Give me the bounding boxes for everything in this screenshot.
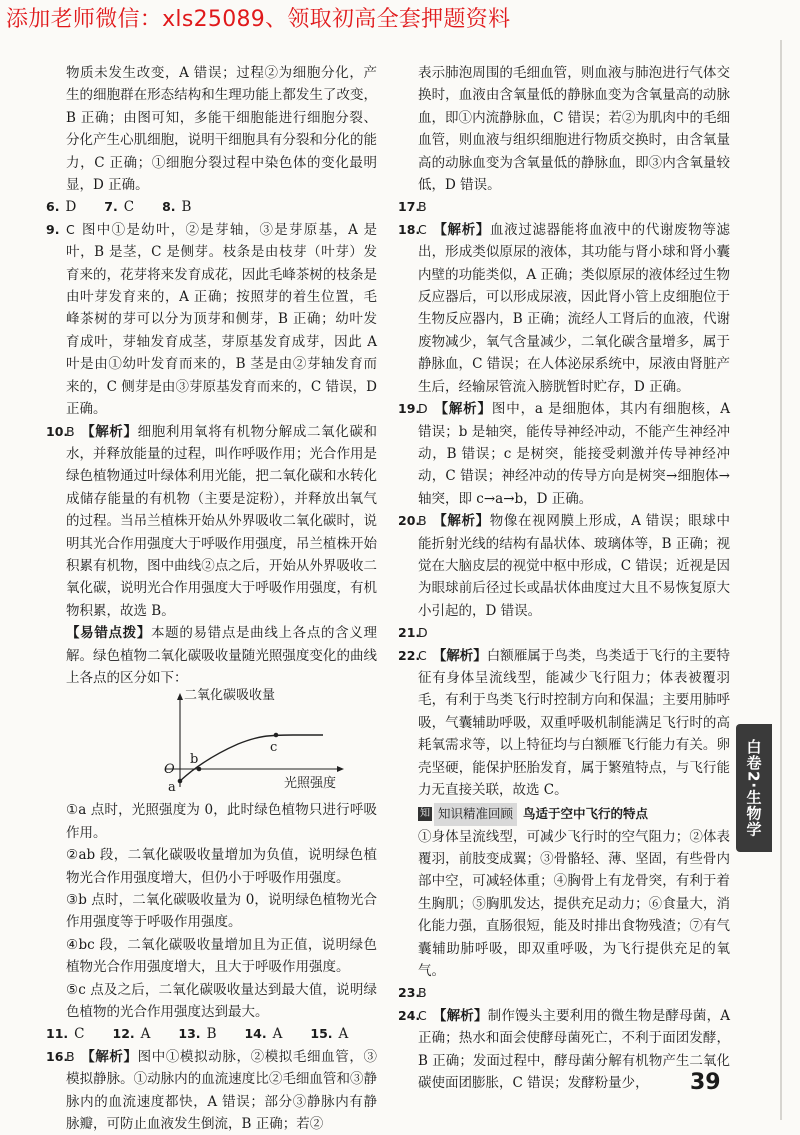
question-9 <box>46 219 377 421</box>
book-icon: 知 <box>420 808 430 820</box>
point-a-label: a <box>168 780 176 796</box>
question-number: 10. <box>46 423 69 439</box>
point-b-label: b <box>190 752 199 768</box>
knowledge-badge <box>418 803 648 825</box>
analysis-tag: 【解析】 <box>80 423 138 440</box>
explanation-text: 细胞利用氧将有机物分解成二氧化碳和水，并释放能量的过程，叫作呼吸作用；光合作用是绿色植物通过叶绿体利用光能，把二氧化碳和水转化成储存能量的有机物（主要是淀粉），并释放出氧气的过程。当吊兰植株开始从外界吸收二氧化碳时，说明其光合作用强度大于呼吸作用强度，吊兰植株开始积累有机物，图中曲线②点之后，开始从外界吸收二氧化碳，说明光合作用强度大于呼吸作用强度，有机物积累，故选 B。 <box>66 423 378 619</box>
question-17 <box>398 196 730 218</box>
explanation-text: 图中①是幼叶，②是芽轴，③是芽原基，A 是叶，B 是茎，C 是侧芽。枝条是由枝芽（叶芽）发育来的，花芽将来发育成花，因此毛峰茶树的枝条是由叶芽发育来的，A 正确；按照芽的着生位置，毛峰茶树的芽可以分为顶芽和侧芽，B 正确；幼叶发育成叶，芽轴发育成茎，芽原基发育成芽，因此 A 叶是由①幼叶发育而来的，B 茎是由②芽轴发育而来的，C 侧芽是由③芽原基发育而来的，C 错误，D 正确。 <box>66 221 377 418</box>
answer-item: 14. A <box>244 1026 283 1043</box>
continued-text: 物质未发生改变，A 错误；过程②为细胞分化，产生的细胞群在形态结构和生理功能上都发生了改变，B 正确；由图可知，多能干细胞能进行细胞分裂、分化产生心肌细胞，说明干细胞具有分裂和分化的能力，C 正确；①细胞分裂过程中染色体的变化最明显，D 正确。 <box>66 65 377 194</box>
answer-letter: C <box>418 221 427 237</box>
tip-item-4: ④bc 段，二氧化碳吸收量增加且为正值，说明绿色植物光合作用强度增大，且大于呼吸作用强度。 <box>66 936 377 976</box>
answer-letter: D <box>418 625 428 641</box>
question-24 <box>398 1005 730 1095</box>
answer-item: 8. B <box>162 199 192 216</box>
question-number: 18. <box>398 221 421 237</box>
answer-item: 6. D <box>46 199 77 216</box>
question-number: 20. <box>398 513 421 529</box>
x-axis-label: 光照强度 <box>284 776 337 792</box>
analysis-tag: 【解析】 <box>433 401 492 418</box>
error-tip-tag: 【易错点拨】 <box>66 625 151 642</box>
analysis-tag: 【解析】 <box>80 1048 138 1065</box>
explanation-text: 白额雁属于鸟类，鸟类适于飞行的主要特征有身体呈流线型，能减少飞行阻力；体表被覆羽毛，有利于鸟类飞行时控制方向和保温；主要用肺呼吸，气囊辅助呼吸，双重呼吸机制能满足飞行时的高耗氧需求等，以上特征均与白额雁飞行能力有关。卵壳坚硬，能保护胚胎发育，属于繁殖特点，与飞行能力无直接关联，故选 C。 <box>418 647 731 798</box>
tip-item-1: ①a 点时，光照强度为 0，此时绿色植物只进行呼吸作用。 <box>66 802 377 841</box>
continued-text: 表示肺泡周围的毛细血管，则血液与肺泡进行气体交换时，血液由含氧量低的静脉血变为含氧量高的动脉血，即①内流静脉血，C 错误；若②为肌肉中的毛细血管，则血液与组织细胞进行物质交换时，由含氧量高的动脉血变为含氧量低的静脉血，即③内含氧量较低，D 错误。 <box>418 65 730 194</box>
answer-letter: B <box>66 423 75 439</box>
answer-letter: C <box>418 1007 427 1023</box>
section-tab-label: 白卷2·生物学 <box>744 738 763 838</box>
knowledge-header <box>398 801 730 825</box>
tip-item-2: ②ab 段，二氧化碳吸收量增加为负值，说明绿色植物光合作用强度增大，但仍小于呼吸作用强度。 <box>66 847 377 886</box>
question-number: 21. <box>398 625 421 641</box>
page-number: 39 <box>690 1070 721 1095</box>
y-axis-label: 二氧化碳吸收量 <box>184 688 276 704</box>
question-23 <box>398 982 730 1004</box>
answer-item: 12. A <box>112 1026 151 1043</box>
question-number: 24. <box>398 1007 421 1023</box>
origin-label: O <box>164 762 175 778</box>
right-column <box>398 62 730 1094</box>
point-a <box>178 779 183 784</box>
co2-light-curve-graph <box>158 689 358 799</box>
tip-item-3: ③b 点时，二氧化碳吸收量为 0，说明绿色植物光合作用强度等于呼吸作用强度。 <box>66 892 377 931</box>
answer-letter: B <box>418 985 427 1001</box>
question-number: 22. <box>398 647 421 663</box>
explanation-text: 图中①模拟动脉，②模拟毛细血管，③模拟静脉。①动脉内的血流速度比②毛细血管和③静脉内的血流速度都快，A 错误；部分③静脉内有静脉瓣，可防止血液发生倒流，B 正确；若② <box>66 1048 378 1133</box>
question-number: 23. <box>398 985 421 1001</box>
knowledge-label: 知识精准回顾 <box>434 803 517 825</box>
answer-letter: B <box>66 1048 75 1064</box>
question-16 <box>46 1046 377 1135</box>
question-number: 9. <box>46 221 60 237</box>
knowledge-title: 鸟适于空中飞行的特点 <box>523 806 649 822</box>
question-number: 19. <box>398 401 421 417</box>
knowledge-text: ①身体呈流线型，可减少飞行时的空气阻力；②体表覆羽，前肢变成翼；③骨骼轻、薄、坚固，有些骨内部中空，可减轻体重；④胸骨上有龙骨突，有利于着生胸肌；⑤胸肌发达，提供充足动力；⑥食量大，消化能力强，直肠很短，能及时排出食物残渣；⑦有气囊辅助肺呼吸，即双重呼吸，为飞行提供充足的氧气。 <box>418 828 730 980</box>
question-21 <box>398 622 730 644</box>
answer-letter: C <box>418 647 427 663</box>
question-18 <box>398 219 730 398</box>
question-20 <box>398 510 730 622</box>
question-number: 17. <box>398 199 421 215</box>
promo-banner: 添加老师微信：xls25089、领取初高全套押题资料 <box>6 7 511 32</box>
question-22 <box>398 645 730 802</box>
answer-letter: B <box>418 513 427 529</box>
question-number: 16. <box>46 1048 69 1064</box>
analysis-tag: 【解析】 <box>432 221 491 238</box>
tip-item-5: ⑤c 点及之后，二氧化碳吸收量达到最大值，说明绿色植物的光合作用强度达到最大。 <box>66 981 377 1021</box>
error-tip-text: 本题的易错点是曲线上各点的含义理解。绿色植物二氧化碳吸收量随光照强度变化的曲线上各点的区分如下： <box>66 625 377 686</box>
explanation-text: 图中，a 是细胞体，其内有细胞核，A 错误；b 是轴突，能传导神经冲动，不能产生神经冲动，B 错误；c 是树突，能接受刺激并传导神经冲动，C 错误；神经冲动的传导方向是树突→细胞体→轴突，即 c→a→b，D 正确。 <box>418 401 730 507</box>
answer-item: 11. C <box>46 1026 85 1043</box>
answer-letter: B <box>418 199 427 215</box>
analysis-tag: 【解析】 <box>432 647 487 664</box>
page-edge <box>780 40 782 1120</box>
answer-letter: D <box>418 401 428 417</box>
question-19 <box>398 398 730 510</box>
analysis-tag: 【解析】 <box>432 1007 488 1024</box>
answer-row-6-8 <box>46 196 377 218</box>
analysis-tag: 【解析】 <box>432 513 490 530</box>
answer-item: 13. B <box>178 1026 217 1043</box>
explanation-text: 制作馒头主要利用的微生物是酵母菌，A 正确；热水和面会使酵母菌死亡，不利于面团发酵，B 正确；发面过程中，酵母菌分解有机物产生二氧化碳使面团膨胀，C 错误；发酵粉量少， <box>418 1007 731 1092</box>
answer-row-11-15 <box>46 1023 377 1045</box>
explanation-text: 血液过滤器能将血液中的代谢废物等滤出，形成类似原尿的液体，其功能与肾小球和肾小囊内壁的功能类似，A 正确；类似原尿的液体经过生物反应器后，可以形成尿液，因此肾小管上皮细胞位于生物反应器内，B 正确；流经人工肾后的血液，代谢废物减少，氧气含量减少，二氧化碳含量增多，属于静脉血，C 错误；在人体泌尿系统中，尿液由肾脏产生后，经输尿管流入膀胱暂时贮存，D 正确。 <box>418 221 731 395</box>
question-10 <box>46 421 377 623</box>
error-tip <box>46 622 377 689</box>
left-column <box>46 62 377 1135</box>
explanation-text: 物像在视网膜上形成，A 错误；眼球中能折射光线的结构有晶状体、玻璃体等，B 正确；视觉在大脑皮层的视觉中枢中形成，C 错误；近视是因为眼球前后径过长或晶状体曲度过大且不易恢复原大小引起的，D 错误。 <box>418 513 730 619</box>
section-side-tab <box>736 724 772 852</box>
answer-letter: C <box>66 221 75 237</box>
point-c-label: c <box>270 740 278 756</box>
answer-item: 15. A <box>310 1026 349 1043</box>
answer-item: 7. C <box>104 199 135 216</box>
